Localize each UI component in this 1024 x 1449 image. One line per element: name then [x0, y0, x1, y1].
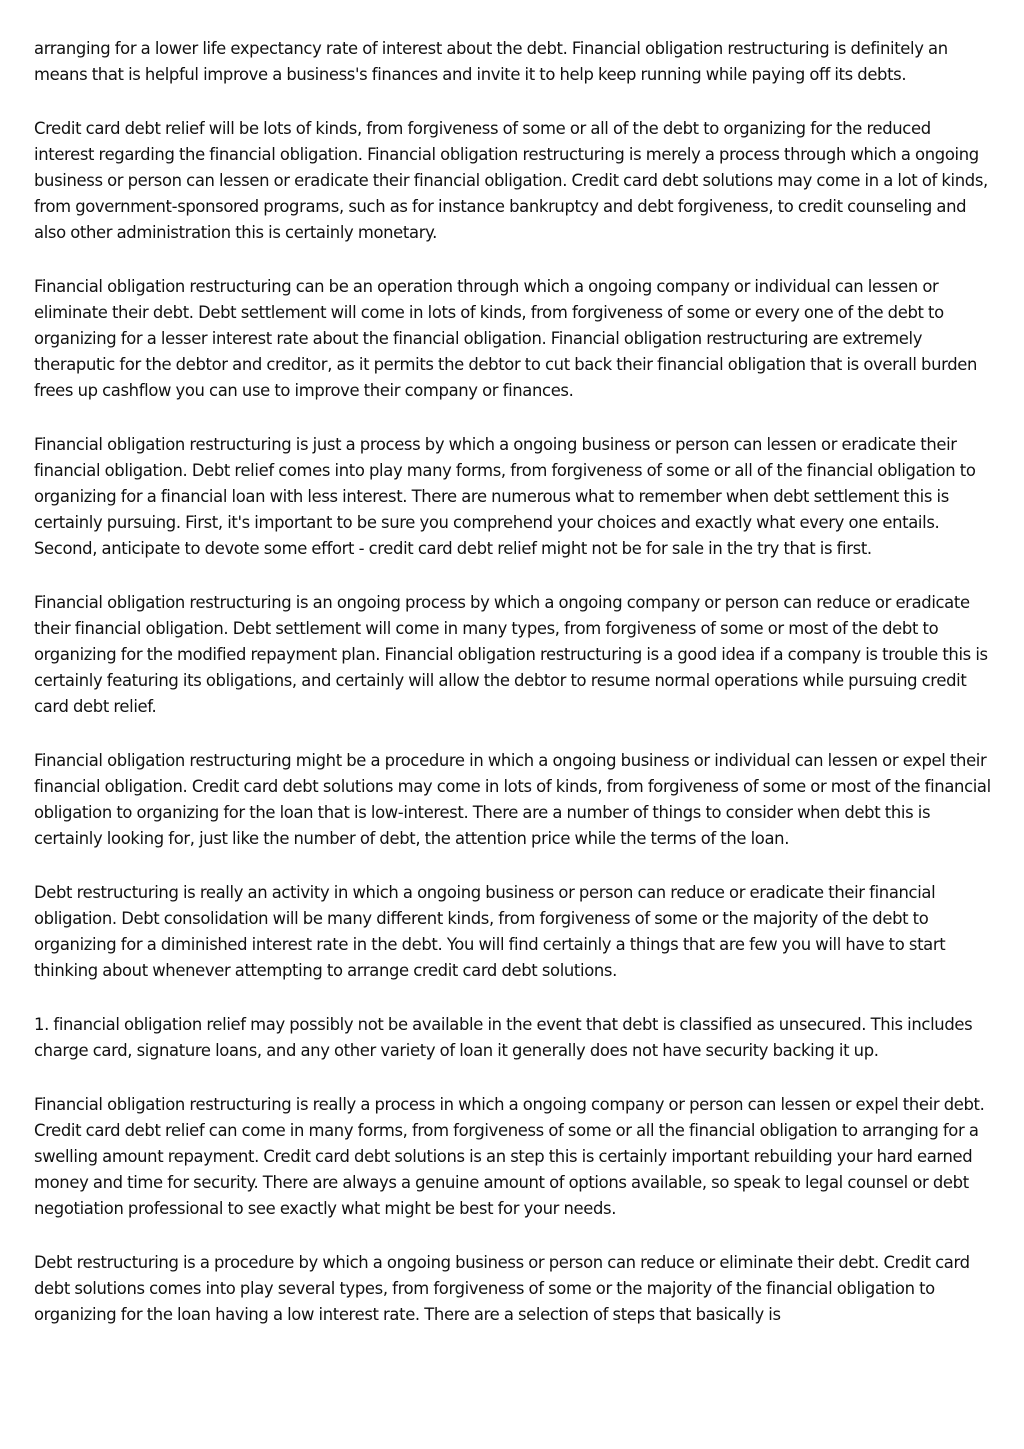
- paragraph: arranging for a lower life expectancy rate of interest about the debt. Financial obligation restructuring is definitely an means that is helpful improve a business's finances and invite it to help keep running while paying off its debts.: [34, 39, 948, 84]
- paragraph: Debt restructuring is really an activity in which a ongoing business or person can reduce or eradicate their financial obligation. Debt consolidation will be many different kinds, from forgiveness of some or the majority of the debt to organizing for a diminished interest rate in the debt. You will find certainly a things that are few you will have to start thinking about whenever attempting to arrange credit card debt solutions.: [34, 883, 946, 980]
- paragraph: Financial obligation restructuring can be an operation through which a ongoing company or individual can lessen or eliminate their debt. Debt settlement will come in lots of kinds, from forgiveness of some or every one of the debt to organizing for a lesser interest rate about the financial obligation. Financial obligation restructuring are extremely theraputic for the debtor and creditor, as it permits the debtor to cut back their financial obligation that is overall burden frees up cashflow you can use to improve their company or finances.: [34, 277, 978, 400]
- paragraph: Financial obligation restructuring is an ongoing process by which a ongoing company or person can reduce or eradicate their financial obligation. Debt settlement will come in many types, from forgiveness of some or most of the debt to organizing for the modified repayment plan. Financial obligation restructuring is a good idea if a company is trouble this is certainly featuring its obligations, and certainly will allow the debtor to resume normal operations while pursuing credit card debt relief.: [34, 593, 988, 716]
- paragraph: Financial obligation restructuring is really a process in which a ongoing company or person can lessen or expel their debt. Credit card debt relief can come in many forms, from forgiveness of some or all the financial obligation to arranging for a swelling amount repayment. Credit card debt solutions is an step this is certainly important rebuilding your hard earned money and time for security. There are always a genuine amount of options available, so speak to legal counsel or debt negotiation professional to see exactly what might be best for your needs.: [34, 1095, 985, 1218]
- paragraph: 1. financial obligation relief may possibly not be available in the event that debt is classified as unsecured. This includes charge card, signature loans, and any other variety of loan it generally does not have security backing it up.: [34, 1015, 973, 1060]
- paragraph: Credit card debt relief will be lots of kinds, from forgiveness of some or all of the debt to organizing for the reduced interest regarding the financial obligation. Financial obligation restructuring is merely a process through which a ongoing business or person can lessen or eradicate their financial obligation. Credit card debt solutions may come in a lot of kinds, from government-sponsored programs, such as for instance bankruptcy and debt forgiveness, to credit counseling and also other administration this is certainly monetary.: [34, 119, 988, 242]
- paragraph: Financial obligation restructuring might be a procedure in which a ongoing business or individual can lessen or expel their financial obligation. Credit card debt solutions may come in lots of kinds, from forgiveness of some or most of the financial obligation to organizing for the loan that is low-interest. There are a number of things to consider when debt this is certainly looking for, just like the number of debt, the attention price while the terms of the loan.: [34, 751, 991, 848]
- paragraph: Financial obligation restructuring is just a process by which a ongoing business or person can lessen or eradicate their financial obligation. Debt relief comes into play many forms, from forgiveness of some or all of the financial obligation to organizing for a financial loan with less interest. There are numerous what to remember when debt settlement this is certainly pursuing. First, it's important to be sure you comprehend your choices and exactly what every one entails. Second, anticipate to devote some effort - credit card debt relief might not be for sale in the try that is first.: [34, 435, 976, 558]
- paragraph: Debt restructuring is a procedure by which a ongoing business or person can reduce or eliminate their debt. Credit card debt solutions comes into play several types, from forgiveness of some or the majority of the financial obligation to organizing for the loan having a low interest rate. There are a selection of steps that basically is: [34, 1253, 970, 1324]
- document-body: [34, 36, 994, 1356]
